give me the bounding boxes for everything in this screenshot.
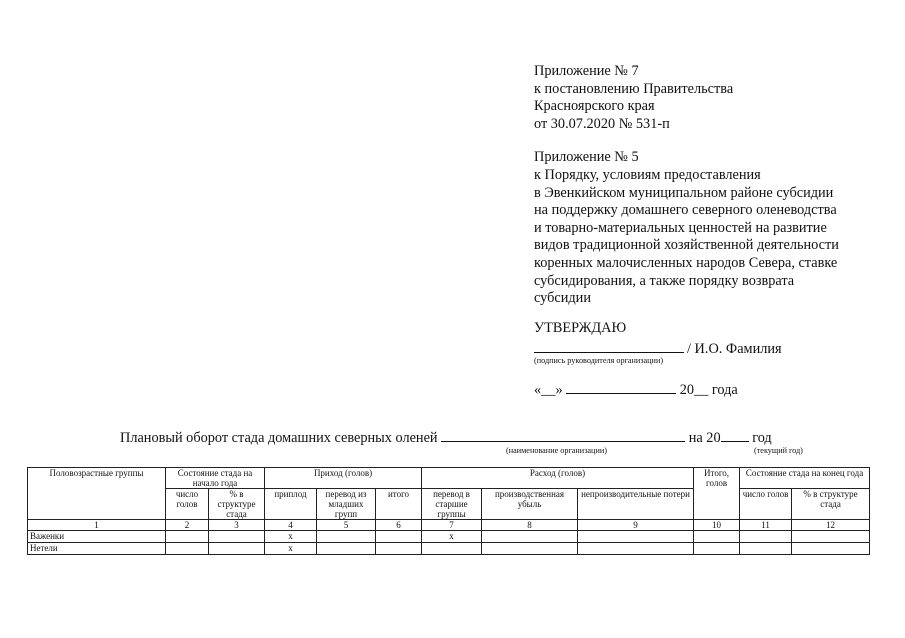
annex-block — [534, 63, 879, 308]
table-row — [28, 531, 870, 543]
column-number: 8 — [482, 520, 578, 531]
approve-date — [534, 380, 738, 399]
date-month-blank[interactable] — [566, 380, 676, 394]
signature-name: / И.О. Фамилия — [687, 341, 782, 357]
plan-year-prefix: на 20 — [688, 430, 721, 446]
column-number: 3 — [209, 520, 265, 531]
table-cell[interactable] — [317, 543, 376, 555]
table-cell[interactable] — [422, 543, 482, 555]
table-cell[interactable] — [792, 531, 870, 543]
col-state-end-header: Состояние стада на конец года — [740, 468, 870, 489]
column-number: 10 — [694, 520, 740, 531]
column-number: 1 — [28, 520, 166, 531]
header-row — [28, 468, 870, 489]
date-day: «__» — [534, 382, 563, 398]
column-number-row — [28, 520, 870, 531]
annex5-line: Приложение № 5 — [534, 149, 639, 166]
table-cell[interactable]: х — [265, 543, 317, 555]
annex5-line: и товарно-материальных ценностей на развитие — [534, 219, 827, 236]
col-state-start-header: Состояние стада на начало года — [166, 468, 265, 489]
signature-blank[interactable] — [534, 338, 684, 353]
column-number: 9 — [578, 520, 694, 531]
table-cell[interactable] — [166, 531, 209, 543]
col-total-header: Итого, голов — [694, 468, 740, 520]
annex7-line: от 30.07.2020 № 531-п — [534, 115, 670, 132]
date-year: 20__ года — [679, 382, 738, 398]
col-income-total: итого — [376, 489, 422, 520]
annex5-line: к Порядку, условиям предоставления — [534, 166, 761, 183]
table-cell[interactable] — [317, 531, 376, 543]
col-count-start: число голов — [166, 489, 209, 520]
table-cell[interactable] — [482, 531, 578, 543]
org-hint: (наименование организации) — [506, 446, 607, 455]
table-cell[interactable] — [376, 543, 422, 555]
table-cell[interactable] — [376, 531, 422, 543]
table-cell[interactable] — [578, 543, 694, 555]
col-offspring: приплод — [265, 489, 317, 520]
annex5-line: видов традиционной хозяйственной деятельности — [534, 237, 839, 254]
year-hint: (текущий год) — [754, 446, 803, 455]
annex5-line: в Эвенкийском муниципальном районе субсидии — [534, 184, 834, 201]
table-cell[interactable] — [740, 531, 792, 543]
table-row — [28, 543, 870, 555]
table-cell[interactable] — [578, 531, 694, 543]
column-number: 4 — [265, 520, 317, 531]
column-number: 7 — [422, 520, 482, 531]
signature-line — [534, 338, 782, 358]
table-cell[interactable] — [694, 543, 740, 555]
signature-hint: (подпись руководителя организации) — [534, 356, 664, 365]
col-count-end: число голов — [740, 489, 792, 520]
table-cell[interactable] — [792, 543, 870, 555]
col-production-loss: производственная убыль — [482, 489, 578, 520]
col-pct-start: % в структуре стада — [209, 489, 265, 520]
col-nonproduction-loss: непроизводительные потери — [578, 489, 694, 520]
year-blank[interactable] — [721, 427, 749, 442]
col-pct-end: % в структуре стада — [792, 489, 870, 520]
table-cell[interactable]: х — [265, 531, 317, 543]
table-cell[interactable] — [166, 543, 209, 555]
col-expense-header: Расход (голов) — [422, 468, 694, 489]
annex7-line: к постановлению Правительства — [534, 80, 734, 97]
annex5-line: субсидирования, а также порядку возврата — [534, 272, 795, 289]
spacer — [534, 133, 879, 149]
annex5-line: коренных малочисленных народов Севера, ставке — [534, 254, 838, 271]
table-cell[interactable] — [740, 543, 792, 555]
col-income-header: Приход (голов) — [265, 468, 422, 489]
annex7-line: Приложение № 7 — [534, 63, 639, 79]
table-cell[interactable] — [694, 531, 740, 543]
org-name-blank[interactable] — [441, 427, 685, 442]
col-groups-header: Половозрастные группы — [28, 468, 166, 520]
col-transfer-out: перевод в старшие группы — [422, 489, 482, 520]
column-number: 12 — [792, 520, 870, 531]
annex7-line: Красноярского края — [534, 98, 655, 115]
herd-turnover-table — [27, 467, 870, 555]
row-label: Важенки — [28, 531, 166, 543]
approve-heading: УТВЕРЖДАЮ — [534, 320, 627, 336]
plan-title-text: Плановый оборот стада домашних северных оленей — [120, 430, 438, 446]
table-cell[interactable] — [209, 531, 265, 543]
column-number: 6 — [376, 520, 422, 531]
table-cell[interactable]: х — [422, 531, 482, 543]
column-number: 11 — [740, 520, 792, 531]
column-number: 5 — [317, 520, 376, 531]
table-cell[interactable] — [482, 543, 578, 555]
plan-year-suffix: год — [752, 430, 772, 446]
plan-title — [120, 427, 772, 447]
column-number: 2 — [166, 520, 209, 531]
annex5-line: субсидии — [534, 290, 591, 307]
row-label: Нетели — [28, 543, 166, 555]
annex5-line: на поддержку домашнего северного оленеводства — [534, 202, 837, 219]
col-transfer-in: перевод из младших групп — [317, 489, 376, 520]
table-cell[interactable] — [209, 543, 265, 555]
